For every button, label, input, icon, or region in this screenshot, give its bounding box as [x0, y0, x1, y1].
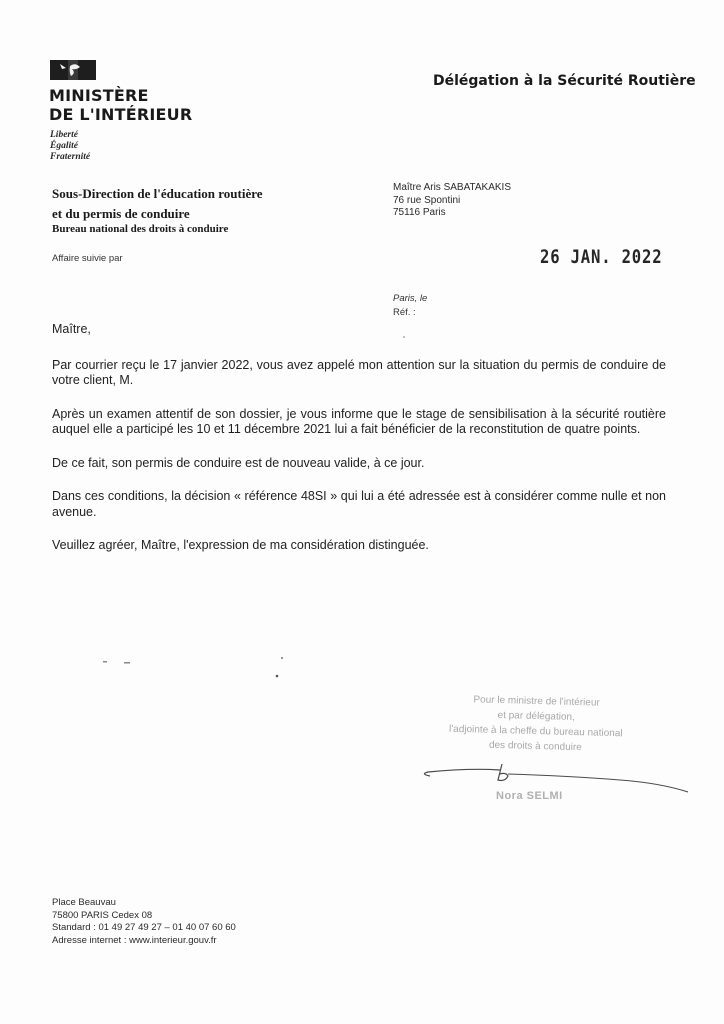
footer-line-1: Place Beauvau	[52, 897, 116, 908]
ministry-name	[49, 86, 192, 124]
sub-direction-line-1: Sous-Direction de l'éducation routière	[52, 186, 263, 201]
stamp-line-2: et par délégation,	[497, 709, 575, 724]
sub-direction	[52, 184, 263, 224]
salutation: Maître,	[52, 322, 91, 336]
republic-motto	[50, 130, 90, 163]
ministry-line-1: MINISTÈRE	[49, 86, 149, 105]
stamp-line-3: l'adjointe à la cheffe du bureau national	[448, 723, 623, 740]
recipient-name: Maître Aris SABATAKAKIS	[393, 182, 511, 193]
date-stamp: 26 JAN. 2022	[540, 246, 663, 268]
affaire-suivie-label: Affaire suivie par	[52, 253, 123, 264]
footer-line-2: 75800 PARIS Cedex 08	[52, 909, 153, 921]
paragraph-examen: Après un examen attentif de son dossier, je vous informe que le stage de sensibilisation à la sécurité routière auquel elle a participé les 10 et 11 décembre 2021 lui a fait bénéficier de la reconstitution de quatre points.	[52, 406, 666, 436]
recipient-city: 75116 Paris	[393, 207, 446, 218]
motto-egalite: Égalité	[50, 141, 78, 151]
bureau-name: Bureau national des droits à conduire	[52, 223, 229, 235]
ministry-line-2: DE L'INTÉRIEUR	[49, 105, 193, 124]
footer-address	[52, 897, 236, 947]
footer-line-3: Standard : 01 49 27 49 27 – 01 40 07 60 60	[52, 922, 236, 933]
reference-label: Réf. :	[393, 307, 416, 318]
sub-direction-line-2: et du permis de conduire	[52, 206, 190, 221]
paragraph-courrier: Par courrier reçu le 17 janvier 2022, vous avez appelé mon attention sur la situation du permis de conduire de votre client, M.	[52, 357, 666, 387]
marianne-logo-icon	[50, 60, 96, 80]
signature-stamp	[405, 691, 666, 758]
paragraph-validite: De ce fait, son permis de conduire est de nouveau valide, à ce jour.	[52, 455, 425, 470]
stamp-line-4: des droits à conduire	[488, 739, 582, 754]
recipient-street: 76 rue Spontini	[393, 194, 461, 206]
footer-line-4: Adresse internet : www.interieur.gouv.fr	[52, 934, 217, 946]
stamp-line-1: Pour le ministre de l'intérieur	[473, 694, 600, 709]
paragraph-formule: Veuillez agréer, Maître, l'expression de ma considération distinguée.	[52, 538, 429, 552]
motto-liberte: Liberté	[50, 130, 78, 140]
delegation-title: Délégation à la Sécurité Routière	[433, 73, 696, 89]
signer-name: Nora SELMI	[496, 790, 563, 802]
recipient-address	[393, 182, 511, 220]
letter-body	[52, 322, 666, 572]
place-date-label: Paris, le	[393, 293, 428, 304]
paragraph-decision: Dans ces conditions, la décision « référence 48SI » qui lui a été adressée est à considérer comme nulle et non avenue.	[52, 489, 666, 519]
motto-fraternite: Fraternité	[50, 152, 91, 162]
